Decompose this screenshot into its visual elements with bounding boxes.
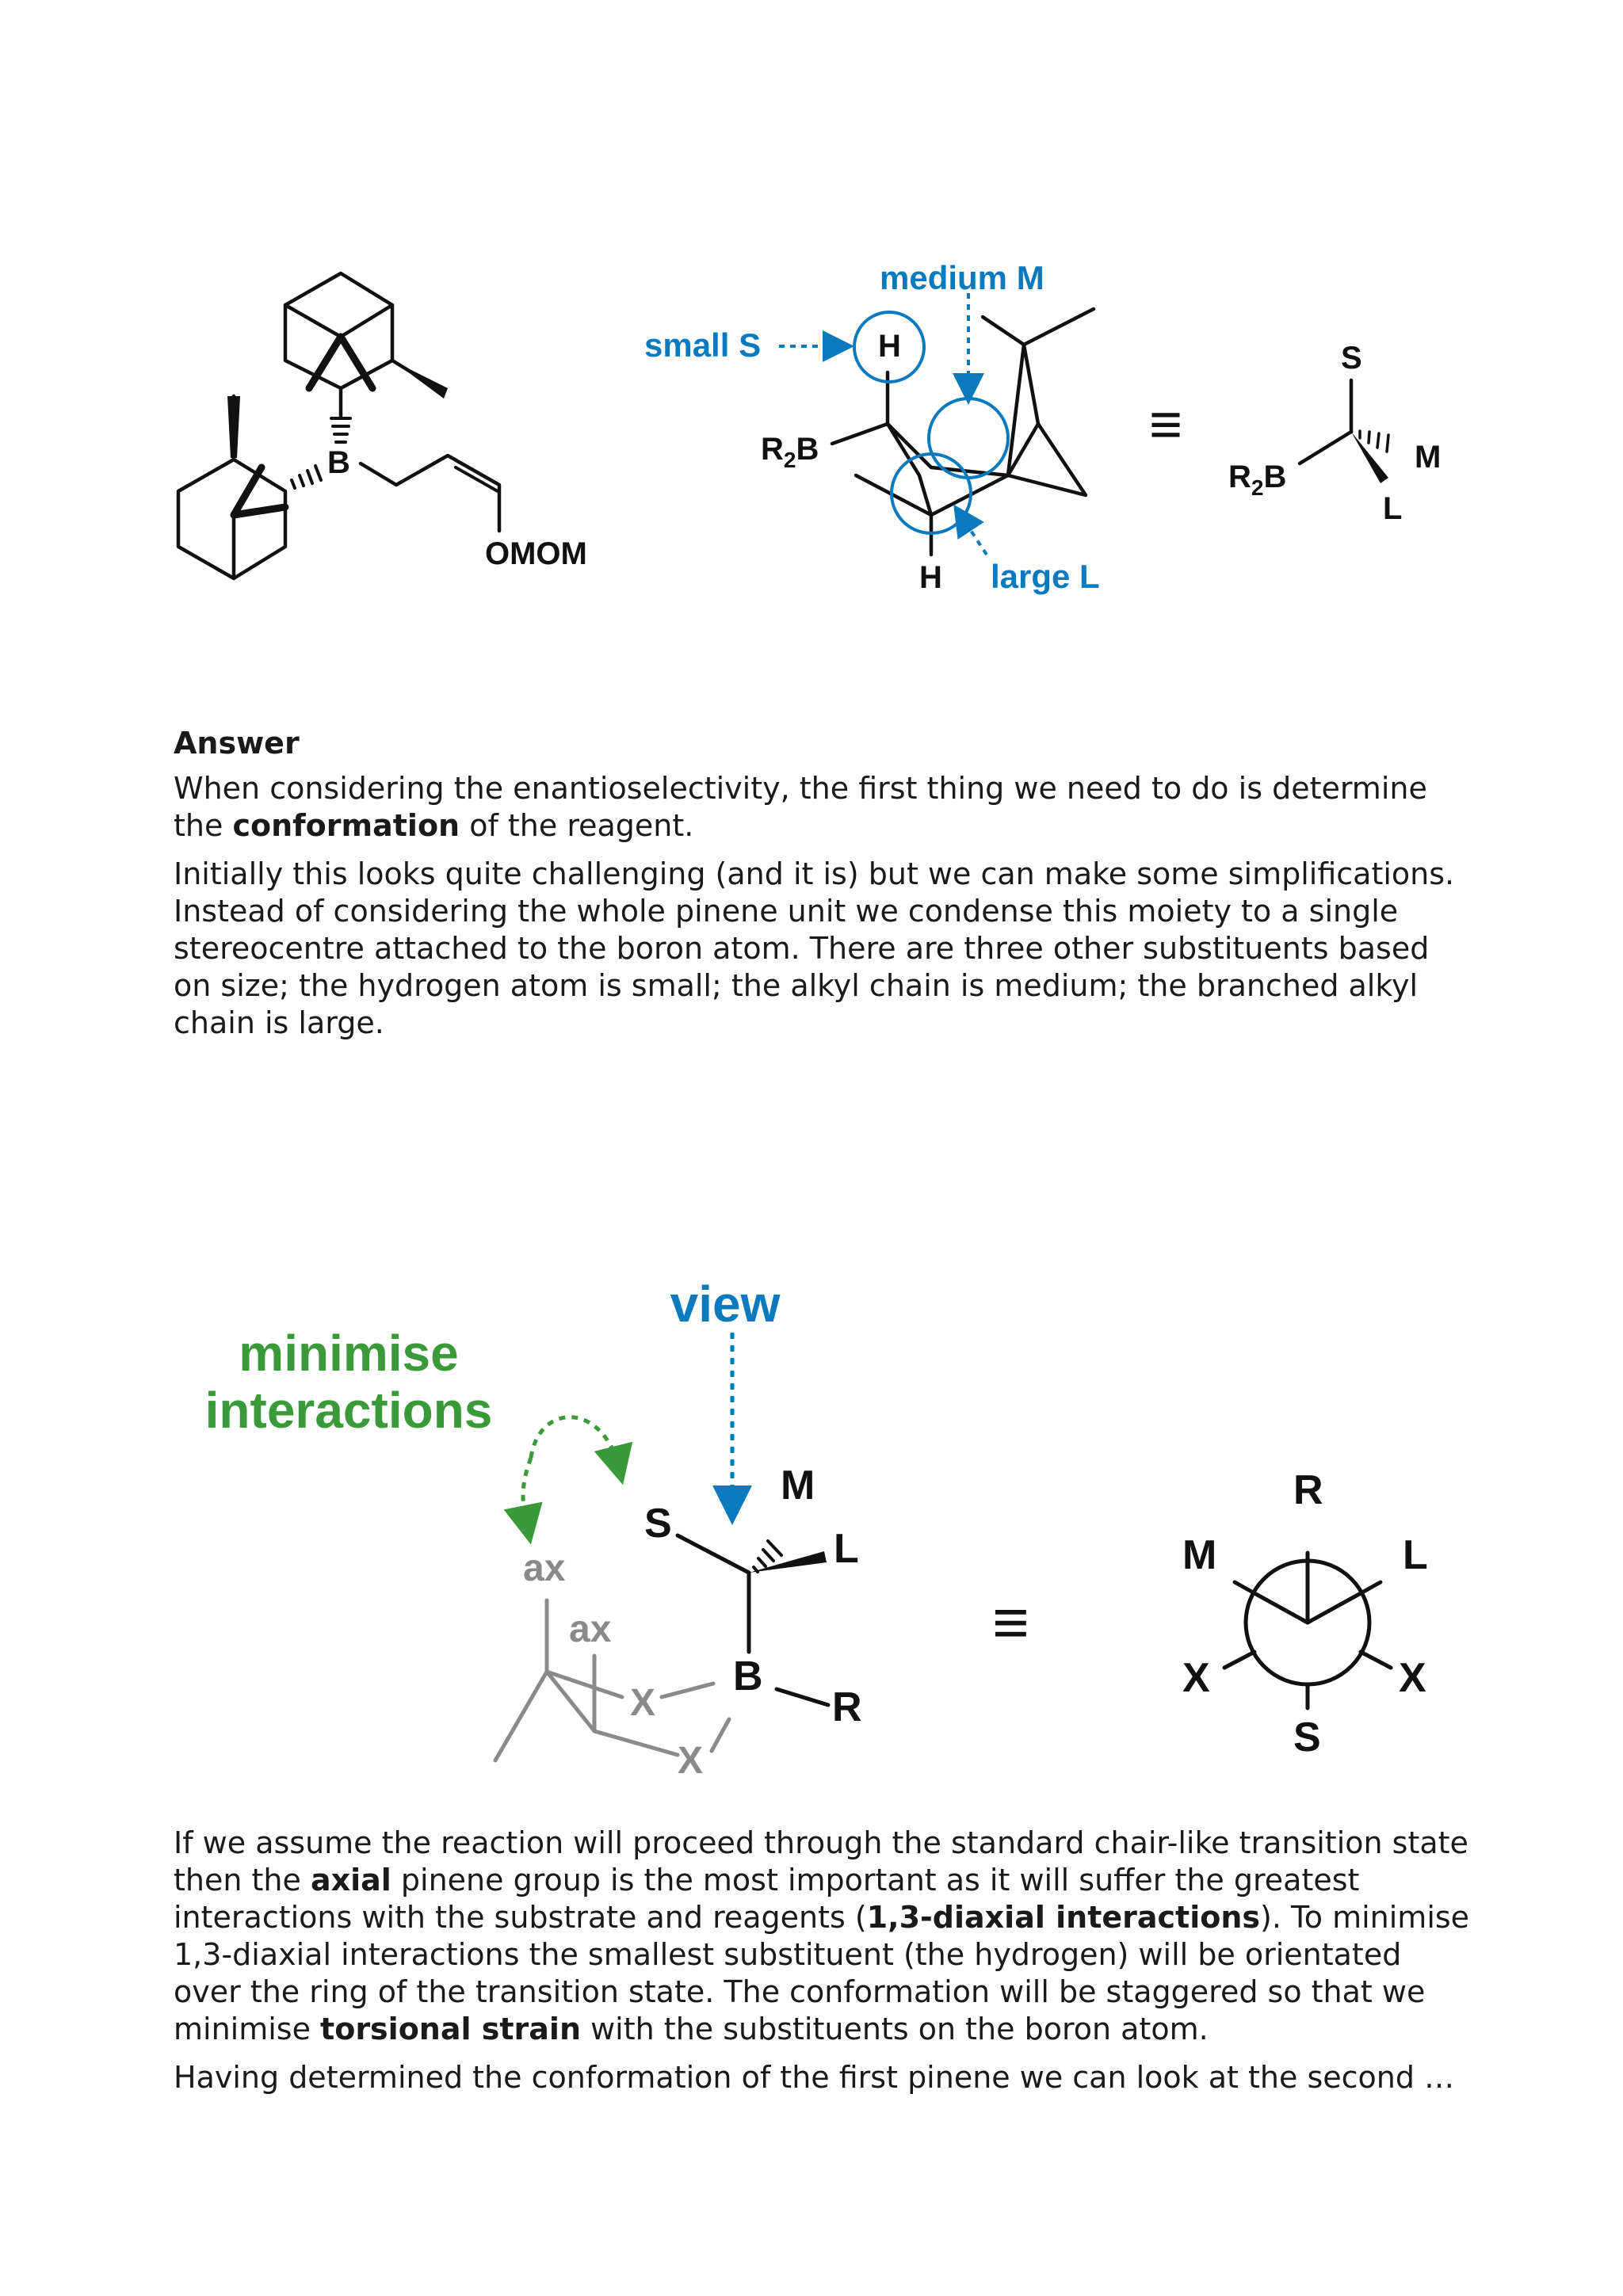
medium-circle [929,399,1008,478]
newman-lower-left-label: X [1182,1655,1210,1701]
simplified-stereocentre [1300,380,1388,483]
newman-projection [1224,1553,1391,1708]
minimise-label: minimise [239,1325,459,1382]
view-label: view [670,1276,781,1333]
large-l-label: large L [991,558,1100,595]
l-label: L [1383,491,1403,526]
l-label-ts: L [834,1526,859,1572]
m-label: M [1415,440,1442,475]
b-label-ts: B [733,1653,763,1699]
equivalence-symbol: ≡ [1149,393,1183,456]
figure-reagent-structure [0,238,1623,618]
newman-upper-left-label: M [1182,1532,1217,1578]
s-label: S [1341,341,1362,376]
answer-heading: Answer [174,726,300,761]
answer-paragraph-2: Initially this looks quite challenging (and it is) but we can make some simplifications. Instead of considering the whole pinene unit we condense this moiety to a single stereocentre attached to the boron atom. There are three other substituents based on size; the hydrogen atom is small; the alkyl chain is medium; the branched alkyl chain is large. [174,856,1455,1040]
x-label-1: X [630,1682,656,1724]
r2b-label-right: $R_2B$ [1228,460,1287,500]
newman-top-label: R [1293,1467,1323,1513]
s-label-ts: S [644,1501,672,1547]
conclusion-paragraph-2: Having determined the conformation of the first pinene we can look at the second … [174,2060,1455,2095]
conclusion-section [174,1825,1473,2107]
omom-label: OMOM [485,536,587,571]
r-label-ts: R [832,1684,862,1730]
newman-bottom-label: S [1293,1714,1321,1760]
newman-lower-right-label: X [1399,1655,1426,1701]
m-label-ts: M [781,1463,815,1508]
newman-upper-right-label: L [1403,1532,1428,1578]
medium-m-label: medium M [880,259,1044,296]
conclusion-paragraph-1: If we assume the reaction will proceed through the standard chair-like transition state then the axial pinene group is the most important as it will suffer the greatest interactions with the substrate and reagents (1,3-diaxial interactions). To minimise 1,3-diaxial interactions the smallest substituent (the hydrogen) will be orientated over the ring of the transition state. The conformation will be staggered so that we minimise torsional strain with the substituents on the boron atom. [174,1825,1470,2046]
diisopinocampheyl-borane-structure [178,273,499,578]
small-s-label: small S [644,326,762,364]
axial-label-1: ax [523,1547,566,1589]
figure-transition-state [0,1260,1623,1798]
axial-label-2: ax [569,1608,612,1650]
answer-section [174,725,1473,1053]
hydrogen-top-label: H [878,329,901,364]
r2b-label: $R_2B$ [761,432,819,472]
answer-paragraph-1: When considering the enantioselectivity, the first thing we need to do is determine the conformation of the reagent. [174,771,1427,843]
interactions-label: interactions [204,1382,493,1439]
chair-transition-state [495,1600,729,1760]
equivalence-symbol-2: ≡ [992,1587,1029,1657]
boron-label: B [327,445,350,480]
x-label-2: X [678,1740,704,1782]
hydrogen-bottom-label: H [919,560,942,595]
